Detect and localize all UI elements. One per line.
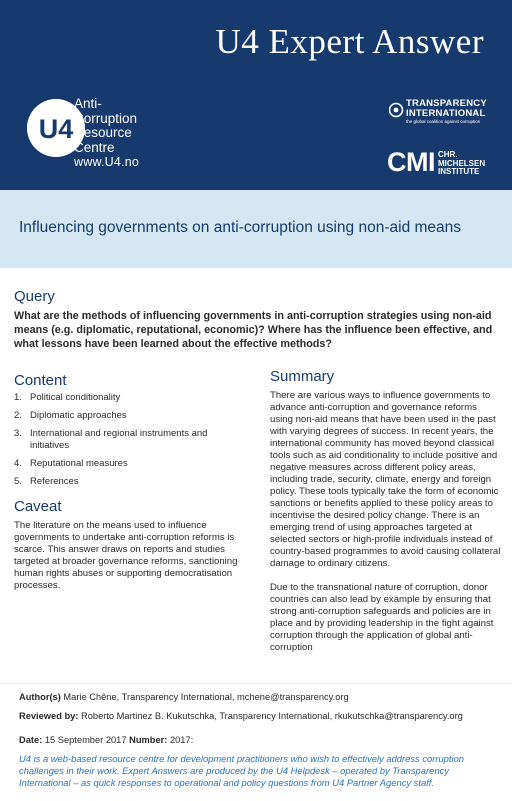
transparency-international-logo — [389, 99, 499, 123]
cmi-logo — [387, 148, 502, 176]
document-title: Influencing governments on anti-corruption using non-aid means — [19, 219, 462, 236]
content-list-item[interactable] — [14, 458, 249, 470]
content-list-item[interactable] — [14, 428, 249, 452]
content-item-label: References — [30, 476, 79, 487]
summary-paragraph: There are various ways to influence governments to advance anti-corruption and governance reforms using non-aid means that have been used in the past with varying degrees of success. In recent years, the international community has moved beyond classical tools such as aid conditionality to include positive and negative measures across different policy areas, including trade, security, climate, energy and foreign policy. These tools typically take the form of economic sanctions or benefits applied to these policy areas to incentivise the desired policy change. There is an emerging trend of using approaches targeted at selected sectors or high-profile individuals instead of country-based programmes to avoid causing collateral damage to ordinary citizens. — [270, 390, 501, 569]
content-item-label: Reputational measures — [30, 458, 128, 469]
content-item-number: 3. — [14, 428, 22, 439]
date-label: Date: — [19, 735, 43, 745]
content-list-item[interactable] — [14, 410, 249, 422]
u4-logo-text: U4 — [38, 114, 74, 144]
query-question: What are the methods of influencing governments in anti-corruption strategies using non-aid means (e.g. diplomatic, reputational, economic)? Where has the influence been effective, and what lessons have been learned about the effective methods? — [14, 310, 493, 350]
date-line — [19, 735, 193, 745]
u4-name-line: Corruption — [74, 110, 138, 126]
ti-name-line1: TRANSPARENCY — [406, 98, 487, 109]
summary-paragraph: Due to the transnational nature of corruption, donor countries can also lead by example by ensuring that strong anti-corruption safeguards and policies are in place and by providing leadership in the fight against corruption through the application of global anti-corruption — [270, 582, 494, 653]
content-heading: Content — [14, 372, 67, 389]
ti-name-line2: INTERNATIONAL — [406, 108, 486, 119]
cmi-logo-text: CMI — [387, 147, 435, 177]
reviewer-line — [19, 711, 463, 721]
reviewer-value: Roberto Martinez B. Kukutschka, Transparency International, rkukutschka@transparency.org — [81, 711, 463, 721]
title-banner — [0, 190, 512, 268]
header-banner — [0, 0, 512, 190]
cmi-name-block — [438, 151, 485, 177]
number-value: 2017: — [169, 735, 194, 745]
u4-name-line: Resource — [74, 125, 132, 140]
content-list — [14, 392, 249, 488]
author-line — [19, 692, 349, 702]
cmi-name-line: CHR. — [438, 150, 458, 159]
ti-tagline: the global coalition against corruption — [406, 119, 481, 124]
content-list-item[interactable] — [14, 392, 249, 404]
content-item-number: 5. — [14, 476, 22, 487]
content-item-label: Political conditionality — [30, 392, 121, 403]
content-item-label: International and regional instruments and initiatives — [30, 428, 208, 451]
query-heading: Query — [14, 288, 55, 305]
content-item-number: 2. — [14, 410, 22, 421]
cmi-name-line: INSTITUTE — [438, 167, 480, 176]
cmi-name-line: MICHELSEN — [438, 158, 486, 168]
u4-name-line: Anti- — [74, 96, 102, 111]
date-value: 15 September 2017 — [44, 735, 127, 745]
caveat-heading: Caveat — [14, 498, 62, 515]
u4-name-block — [74, 97, 139, 170]
author-value: Marie Chêne, Transparency International, mchene@transparency.org — [63, 692, 349, 702]
ti-name — [406, 99, 487, 119]
document-series-title: U4 Expert Answer — [215, 22, 484, 61]
number-label: Number: — [129, 735, 168, 745]
content-item-number: 1. — [14, 392, 22, 403]
footer-divider — [0, 683, 512, 684]
u4-description-note: U4 is a web-based resource centre for development practitioners who wish to effectively address corruption challenges in their work. Expert Answers are produced by the U4 Helpdesk – operated by Transparency International – as quick responses to operational and policy questions from U4 Partner Agency staff. — [19, 753, 465, 788]
summary-body — [270, 390, 502, 666]
content-list-item[interactable] — [14, 476, 249, 488]
author-label: Author(s) — [19, 692, 61, 702]
caveat-text: The literature on the means used to influence governments to undertake anti-corruption reforms is scarce. This answer draws on reports and studies targeted at broader governance reforms, sanctioning human rights abuses or supporting democratisation processes. — [14, 520, 238, 591]
content-item-label: Diplomatic approaches — [30, 410, 127, 421]
content-item-number: 4. — [14, 458, 22, 469]
u4-url: www.U4.no — [74, 155, 140, 169]
summary-heading: Summary — [270, 368, 335, 385]
reviewer-label: Reviewed by: — [19, 711, 79, 721]
u4-name-line: Centre — [74, 139, 115, 155]
